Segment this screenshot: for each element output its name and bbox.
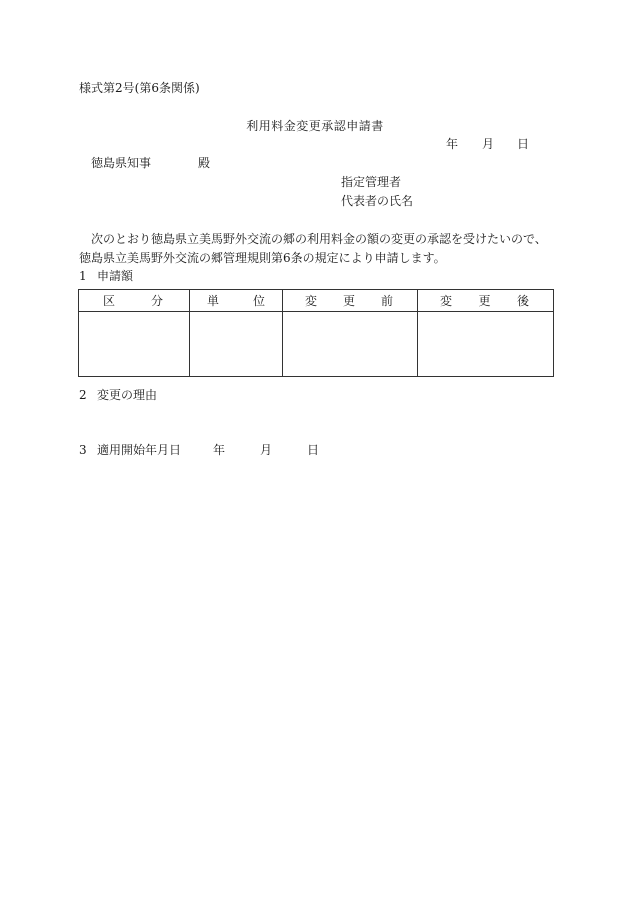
applicant-representative-label: 代表者の氏名 xyxy=(341,194,414,208)
addressee: 徳島県知事 xyxy=(91,156,152,170)
cell-before-change xyxy=(283,312,418,377)
cell-unit xyxy=(190,312,283,377)
applicant-manager-label: 指定管理者 xyxy=(341,175,402,189)
honorific: 殿 xyxy=(198,156,211,170)
cell-category xyxy=(79,312,190,377)
header-after-change: 変 更 後 xyxy=(418,290,554,312)
header-before-change: 変 更 前 xyxy=(283,290,418,312)
start-day-label: 日 xyxy=(307,443,320,457)
start-year-label: 年 xyxy=(213,443,226,457)
section-label: 適用開始年月日 xyxy=(97,443,182,457)
cell-after-change xyxy=(418,312,554,377)
date-year-label: 年 xyxy=(446,137,459,151)
section-number: 3 xyxy=(79,443,87,457)
header-unit: 単 位 xyxy=(190,290,283,312)
table-header-row xyxy=(79,290,554,312)
section-1-heading xyxy=(79,270,133,282)
start-month-label: 月 xyxy=(260,443,273,457)
date-day-label: 日 xyxy=(517,137,530,151)
section-3-heading xyxy=(79,444,181,456)
section-2-heading xyxy=(79,389,157,401)
application-body-text: 次のとおり徳島県立美馬野外交流の郷の利用料金の額の変更の承認を受けたいので、徳島県立美馬野外交流の郷管理規則第6条の規定により申請します。 xyxy=(79,232,547,265)
section-label: 申請額 xyxy=(97,269,134,283)
header-category: 区 分 xyxy=(79,290,190,312)
date-month-label: 月 xyxy=(482,137,495,151)
section-label: 変更の理由 xyxy=(97,388,158,402)
form-number: 様式第2号(第6条関係) xyxy=(79,81,200,95)
section-number: 2 xyxy=(79,388,87,402)
table-row xyxy=(79,312,554,377)
document-title: 利用料金変更承認申請書 xyxy=(246,119,384,133)
application-amount-table xyxy=(78,289,554,377)
section-number: 1 xyxy=(79,269,87,283)
